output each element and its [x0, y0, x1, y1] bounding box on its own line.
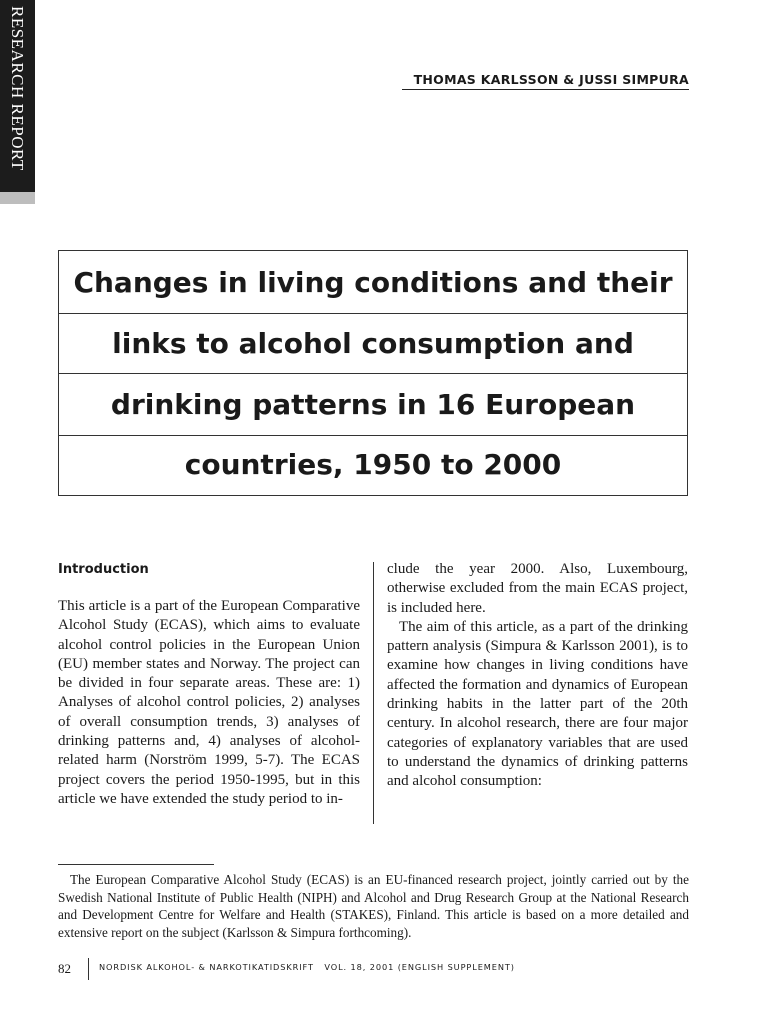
page-footer — [58, 958, 515, 980]
title-divider — [59, 373, 687, 374]
title-divider — [59, 435, 687, 436]
intro-paragraph: This article is a part of the European Comparative Alcohol Study (ECAS), which aims to evaluate alcohol control policies in the European Union (EU) member states and Norway. The project can be divided in four separate areas. These are: 1) Analyses of alcohol control policies, 2) analyses of overall consumption trends, 3) analyses of drinking patterns and, 4) analyses of alcohol-related harm (Norström 1999, 5-7). The ECAS project covers the period 1950-1995, but in this article we have extended the study period to in- — [58, 598, 360, 807]
article-title-box — [58, 250, 688, 496]
section-tab-label: RESEARCH REPORT — [8, 6, 27, 171]
journal-name: NORDISK ALKOHOL- & NARKOTIKATIDSKRIFT VOL. 18, 2001 (ENGLISH SUPPLEMENT) — [99, 962, 515, 972]
right-column — [387, 560, 688, 792]
section-tab-shadow — [0, 192, 35, 204]
title-line-1: Changes in living conditions and their — [73, 266, 673, 299]
page-number: 82 — [58, 961, 71, 976]
left-column — [58, 560, 360, 809]
column-divider — [373, 562, 374, 824]
title-line-4: countries, 1950 to 2000 — [184, 448, 562, 481]
footnote-rule — [58, 864, 214, 865]
title-divider — [59, 313, 687, 314]
footer-divider — [88, 958, 89, 980]
title-line-3: drinking patterns in 16 European — [110, 388, 636, 421]
aim-paragraph: The aim of this article, as a part of the drinking pattern analysis (Simpura & Karlsson 2001), is to examine how changes in living conditions have affected the formation and dynamics of European drinking habits in the latter part of the 20th century. In alcohol research, there are four major categories of explanatory variables that are used to understand the dynamics of drinking patterns and alcohol consumption: — [387, 618, 688, 790]
section-heading: Introduction — [58, 562, 149, 577]
article-authors: THOMAS KARLSSON & JUSSI SIMPURA — [402, 72, 689, 90]
footnote: The European Comparative Alcohol Study (ECAS) is an EU-financed research project, jointly carried out by the Swedish National Institute of Public Health (NIPH) and Alcohol and Drug Research Group at the National Research and Development Centre for Welfare and Health (STAKES), Finland. This article is based on a more detailed and extensive report on the subject (Karlsson & Simpura forthcoming). — [58, 872, 689, 940]
title-line-2: links to alcohol consumption and — [112, 327, 634, 360]
section-tab — [0, 0, 35, 192]
continued-paragraph: clude the year 2000. Also, Luxembourg, otherwise excluded from the main ECAS project, is included here. — [387, 561, 688, 616]
